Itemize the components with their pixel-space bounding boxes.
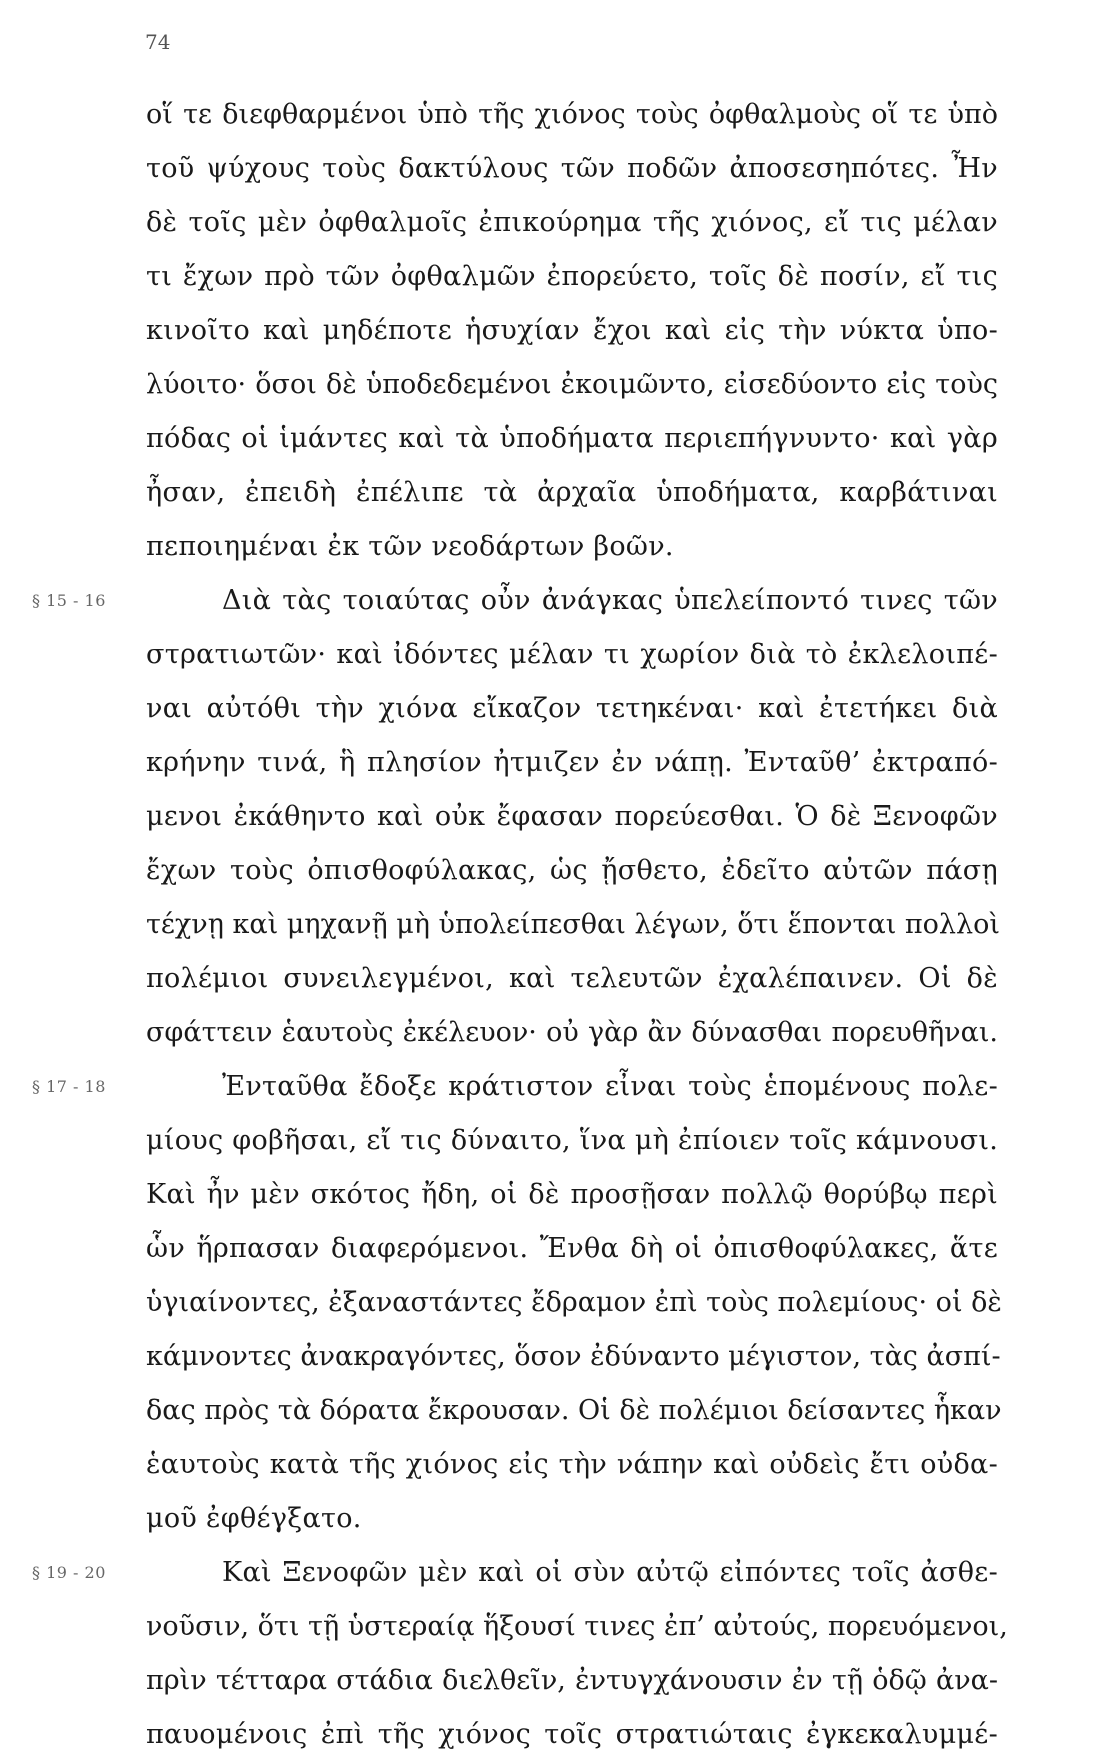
line-text: οἵ τε διεφθαρμένοι ὑπὸ τῆς χιόνος τοὺς ὀφθαλμοὺς οἵ τε ὑπὸ: [146, 99, 998, 130]
text-line: [146, 1006, 998, 1060]
section-reference: § 19 - 20: [32, 1563, 106, 1582]
line-text: ἑαυτοὺς κατὰ τῆς χιόνος εἰς τὴν νάπην καὶ οὐδεὶς ἔτι οὐδα-: [146, 1449, 998, 1480]
line-text: μίους φοβῆσαι, εἴ τις δύναιτο, ἵνα μὴ ἐπίοιεν τοῖς κάμνουσι.: [146, 1125, 999, 1156]
main-text: [32, 88, 1008, 1762]
section-reference: § 17 - 18: [32, 1077, 106, 1096]
text-line: [146, 358, 998, 412]
text-line: [146, 628, 998, 682]
text-line: [146, 1384, 1002, 1438]
line-text: ὑγιαίνοντες, ἐξαναστάντες ἔδραμον ἐπὶ τοὺς πολεμίους· οἱ δὲ: [146, 1287, 1002, 1318]
line-text: λύοιτο· ὅσοι δὲ ὑποδεδεμένοι ἐκοιμῶντο, εἰσεδύοντο εἰς τοὺς: [146, 369, 998, 400]
text-line: [146, 412, 998, 466]
text-line: [146, 1114, 998, 1168]
text-line: [146, 1654, 998, 1708]
line-text: τοῦ ψύχους τοὺς δακτύλους τῶν ποδῶν ἀποσεσηπότες. Ἦν: [146, 153, 998, 184]
line-text: τέχνῃ καὶ μηχανῇ μὴ ὑπολείπεσθαι λέγων, ὅτι ἕπονται πολλοὶ: [146, 909, 1000, 940]
text-line: [146, 952, 998, 1006]
line-text: δας πρὸς τὰ δόρατα ἔκρουσαν. Οἱ δὲ πολέμιοι δείσαντες ἧκαν: [146, 1395, 1002, 1426]
line-text: σφάττειν ἑαυτοὺς ἐκέλευον· οὐ γὰρ ἂν δύνασθαι πορευθῆναι.: [146, 1017, 998, 1048]
text-line: [146, 1708, 998, 1762]
text-line: [146, 520, 998, 574]
text-line: [146, 682, 998, 736]
line-text: ἔχων τοὺς ὀπισθοφύλακας, ὡς ᾔσθετο, ἐδεῖτο αὐτῶν πάσῃ: [146, 855, 998, 886]
text-line: [146, 1492, 998, 1546]
text-line: [146, 1330, 1001, 1384]
text-line: [146, 1222, 998, 1276]
line-text: πρὶν τέτταρα στάδια διελθεῖν, ἐντυγχάνουσιν ἐν τῇ ὁδῷ ἀνα-: [146, 1665, 998, 1696]
text-line: [32, 1546, 998, 1600]
line-text: μενοι ἐκάθηντο καὶ οὐκ ἔφασαν πορεύεσθαι. Ὁ δὲ Ξενοφῶν: [146, 801, 998, 832]
text-line: [146, 196, 998, 250]
line-text: νοῦσιν, ὅτι τῇ ὑστεραίᾳ ἥξουσί τινες ἐπ’ αὐτούς, πορευόμενοι,: [146, 1611, 1008, 1642]
line-text: πολέμιοι συνειλεγμένοι, καὶ τελευτῶν ἐχαλέπαινεν. Οἱ δὲ: [146, 963, 998, 994]
text-line: [146, 88, 998, 142]
line-text: Ἐνταῦθα ἔδοξε κράτιστον εἶναι τοὺς ἑπομένους πολε-: [222, 1071, 998, 1102]
text-line: [146, 1276, 1002, 1330]
text-line: [146, 304, 998, 358]
line-text: μοῦ ἐφθέγξατο.: [146, 1503, 362, 1534]
line-text: Καὶ Ξενοφῶν μὲν καὶ οἱ σὺν αὐτῷ εἰπόντες τοῖς ἀσθε-: [222, 1557, 998, 1588]
line-text: δὲ τοῖς μὲν ὀφθαλμοῖς ἐπικούρημα τῆς χιόνος, εἴ τις μέλαν: [146, 207, 998, 238]
text-line: [32, 574, 998, 628]
line-text: παυομένοις ἐπὶ τῆς χιόνος τοῖς στρατιώταις ἐγκεκαλυμμέ-: [146, 1719, 998, 1750]
line-text: ἦσαν, ἐπειδὴ ἐπέλιπε τὰ ἀρχαῖα ὑποδήματα, καρβάτιναι: [146, 477, 998, 508]
text-line: [146, 1600, 1008, 1654]
line-text: πόδας οἱ ἱμάντες καὶ τὰ ὑποδήματα περιεπήγνυντο· καὶ γὰρ: [146, 423, 998, 454]
page-number: 74: [145, 30, 171, 54]
text-line: [146, 142, 998, 196]
line-text: Διὰ τὰς τοιαύτας οὖν ἀνάγκας ὑπελείποντό τινες τῶν: [222, 585, 998, 616]
line-text: κινοῖτο καὶ μηδέποτε ἡσυχίαν ἔχοι καὶ εἰς τὴν νύκτα ὑπο-: [146, 315, 998, 346]
text-line: [146, 1438, 998, 1492]
text-line: [146, 844, 998, 898]
line-text: στρατιωτῶν· καὶ ἰδόντες μέλαν τι χωρίον διὰ τὸ ἐκλελοιπέ-: [146, 639, 998, 670]
line-text: κάμνοντες ἀνακραγόντες, ὅσον ἐδύναντο μέγιστον, τὰς ἀσπί-: [146, 1341, 1001, 1372]
text-line: [146, 736, 998, 790]
line-text: ναι αὐτόθι τὴν χιόνα εἴκαζον τετηκέναι· καὶ ἐτετήκει διὰ: [146, 693, 998, 724]
line-text: κρήνην τινά, ἣ πλησίον ἠτμιζεν ἐν νάπῃ. Ἐνταῦθ’ ἐκτραπό-: [146, 747, 998, 778]
text-line: [146, 1168, 998, 1222]
line-text: ὧν ἥρπασαν διαφερόμενοι. Ἔνθα δὴ οἱ ὀπισθοφύλακες, ἅτε: [146, 1233, 998, 1264]
text-line: [146, 898, 998, 952]
section-reference: § 15 - 16: [32, 591, 106, 610]
text-line: [146, 250, 998, 304]
line-text: Καὶ ἦν μὲν σκότος ἤδη, οἱ δὲ προσῇσαν πολλῷ θορύβῳ περὶ: [146, 1179, 998, 1210]
text-line: [32, 1060, 998, 1114]
text-line: [146, 790, 998, 844]
line-text: πεποιημέναι ἐκ τῶν νεοδάρτων βοῶν.: [146, 531, 674, 562]
line-text: τι ἔχων πρὸ τῶν ὀφθαλμῶν ἐπορεύετο, τοῖς δὲ ποσίν, εἴ τις: [146, 261, 998, 292]
text-line: [146, 466, 998, 520]
